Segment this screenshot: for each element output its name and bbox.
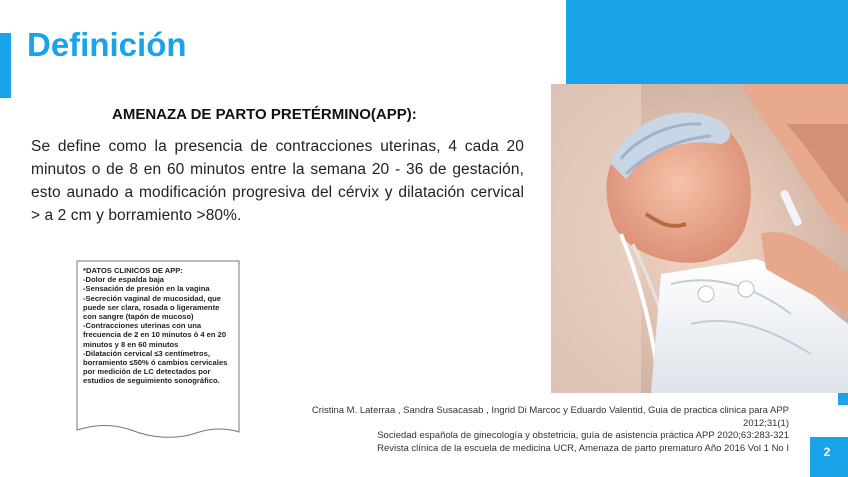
preterm-baby-photo [551,84,848,393]
reference-line: 2012;31(1) [743,417,789,429]
slide-title: Definición [27,26,187,63]
slide-subtitle: AMENAZA DE PARTO PRETÉRMINO(APP): [112,106,417,123]
accent-block-top-right [566,0,848,84]
clinical-data-text: *DATOS CLINICOS DE APP: -Dolor de espalda baja -Sensación de presión en la vagina -Secreción vaginal de mucosidad, que puede ser clara, rosada o ligeramente con sangre (tapón de mucoso) -Contracciones uterinas con una frecuencia de 2 en 10 minutos ó 4 en 20 minutos y 8 en 60 minutos -Dilatación cervical ≤3 centímetros, borramiento ≤50% ó cambios cervicales por medición de LC detectados por estudios de seguimiento sonográfico. [83,266,228,386]
reference-line: Revista clínica de la escuela de medicina UCR, Amenaza de parto prematuro Año 2016 Vol 1 No I [377,442,789,454]
page-number: 2 [823,445,831,459]
reference-line: Cristina M. Laterraa , Sandra Susacasab , Ingrid Di Marcoc y Eduardo Valentid, Guia de practica clinica para APP [311,405,789,416]
accent-bar-left [0,33,11,98]
reference-line: Sociedad española de ginecología y obstetricia, guía de asistencia práctica APP 2020;63:283-321 [377,430,789,442]
references [240,405,789,455]
definition-text: Se define como la presencia de contracciones uterinas, 4 cada 20 minutos o de 8 en 60 minutos entre la semana 20 - 36 de gestación, esto aunado a modificación progresiva del cérvix y dilatación cervical > a 2 cm y borramiento >80%. [31,138,524,224]
